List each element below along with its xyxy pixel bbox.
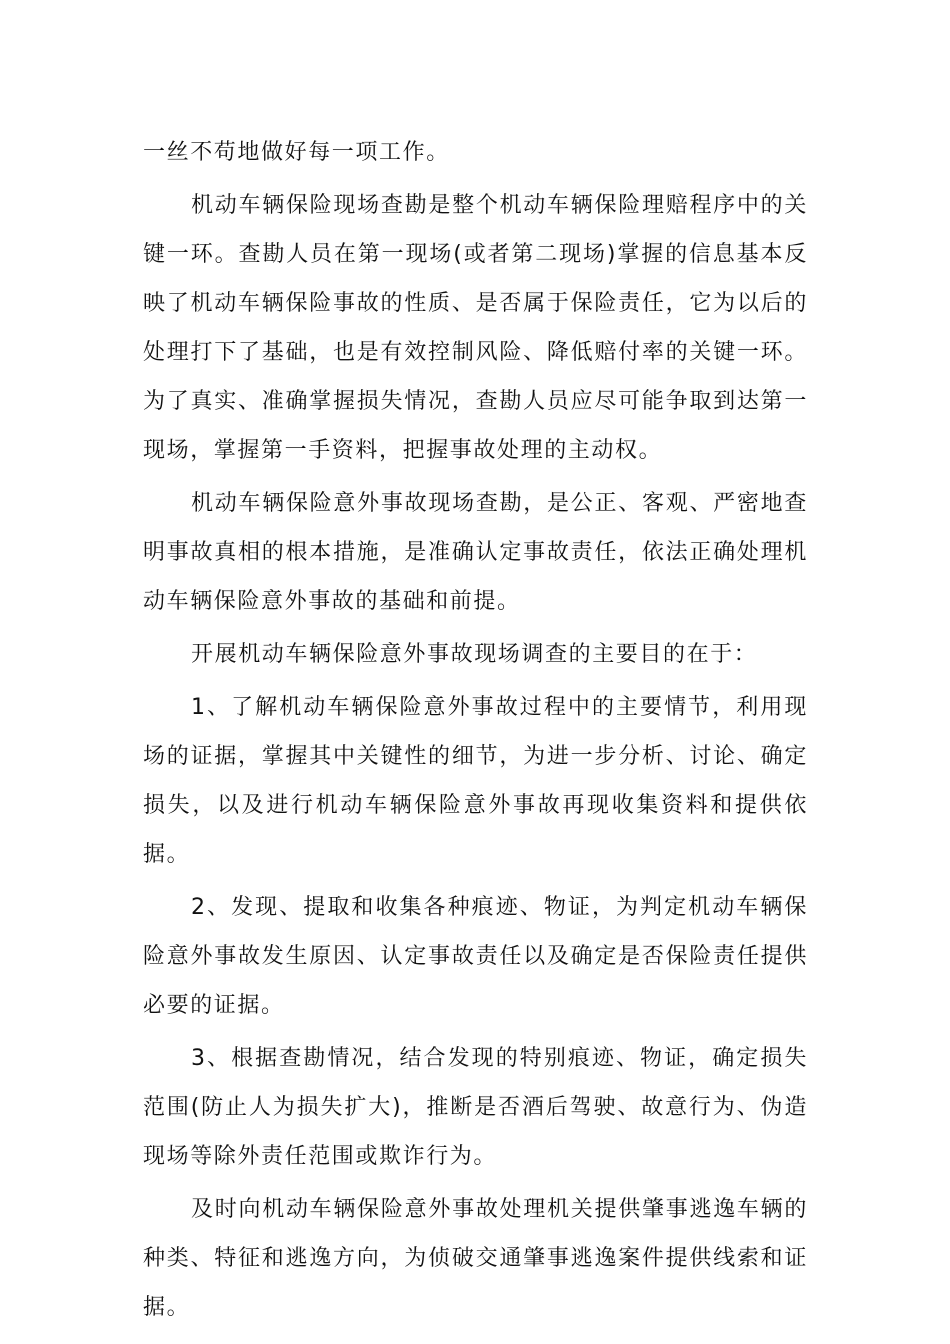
paragraph-6: 2、发现、提取和收集各种痕迹、物证，为判定机动车辆保险意外事故发生原因、认定事故责任以及确定是否保险责任提供必要的证据。 <box>143 895 808 1018</box>
paragraph-2: 机动车辆保险现场查勘是整个机动车辆保险理赔程序中的关键一环。查勘人员在第一现场(或者第二现场)掌握的信息基本反映了机动车辆保险事故的性质、是否属于保险责任，它为以后的处理打下了基础，也是有效控制风险、降低赔付率的关键一环。为了真实、准确掌握损失情况，查勘人员应尽可能争取到达第一现场，掌握第一手资料，把握事故处理的主动权。 <box>143 193 808 463</box>
paragraph-7: 3、根据查勘情况，结合发现的特别痕迹、物证，确定损失范围(防止人为损失扩大)，推断是否酒后驾驶、故意行为、伪造现场等除外责任范围或欺诈行为。 <box>143 1046 808 1169</box>
paragraph-8: 及时向机动车辆保险意外事故处理机关提供肇事逃逸车辆的种类、特征和逃逸方向，为侦破交通肇事逃逸案件提供线索和证据。 <box>143 1197 808 1320</box>
paragraph-5: 1、了解机动车辆保险意外事故过程中的主要情节，利用现场的证据，掌握其中关键性的细节，为进一步分析、讨论、确定损失，以及进行机动车辆保险意外事故再现收集资料和提供依据。 <box>143 695 808 867</box>
paragraph-1: 一丝不苟地做好每一项工作。 <box>143 140 450 165</box>
paragraph-4: 开展机动车辆保险意外事故现场调查的主要目的在于： <box>191 642 758 667</box>
paragraph-3: 机动车辆保险意外事故现场查勘，是公正、客观、严密地查明事故真相的根本措施，是准确认定事故责任，依法正确处理机动车辆保险意外事故的基础和前提。 <box>143 491 808 614</box>
document-body <box>143 128 808 1336</box>
